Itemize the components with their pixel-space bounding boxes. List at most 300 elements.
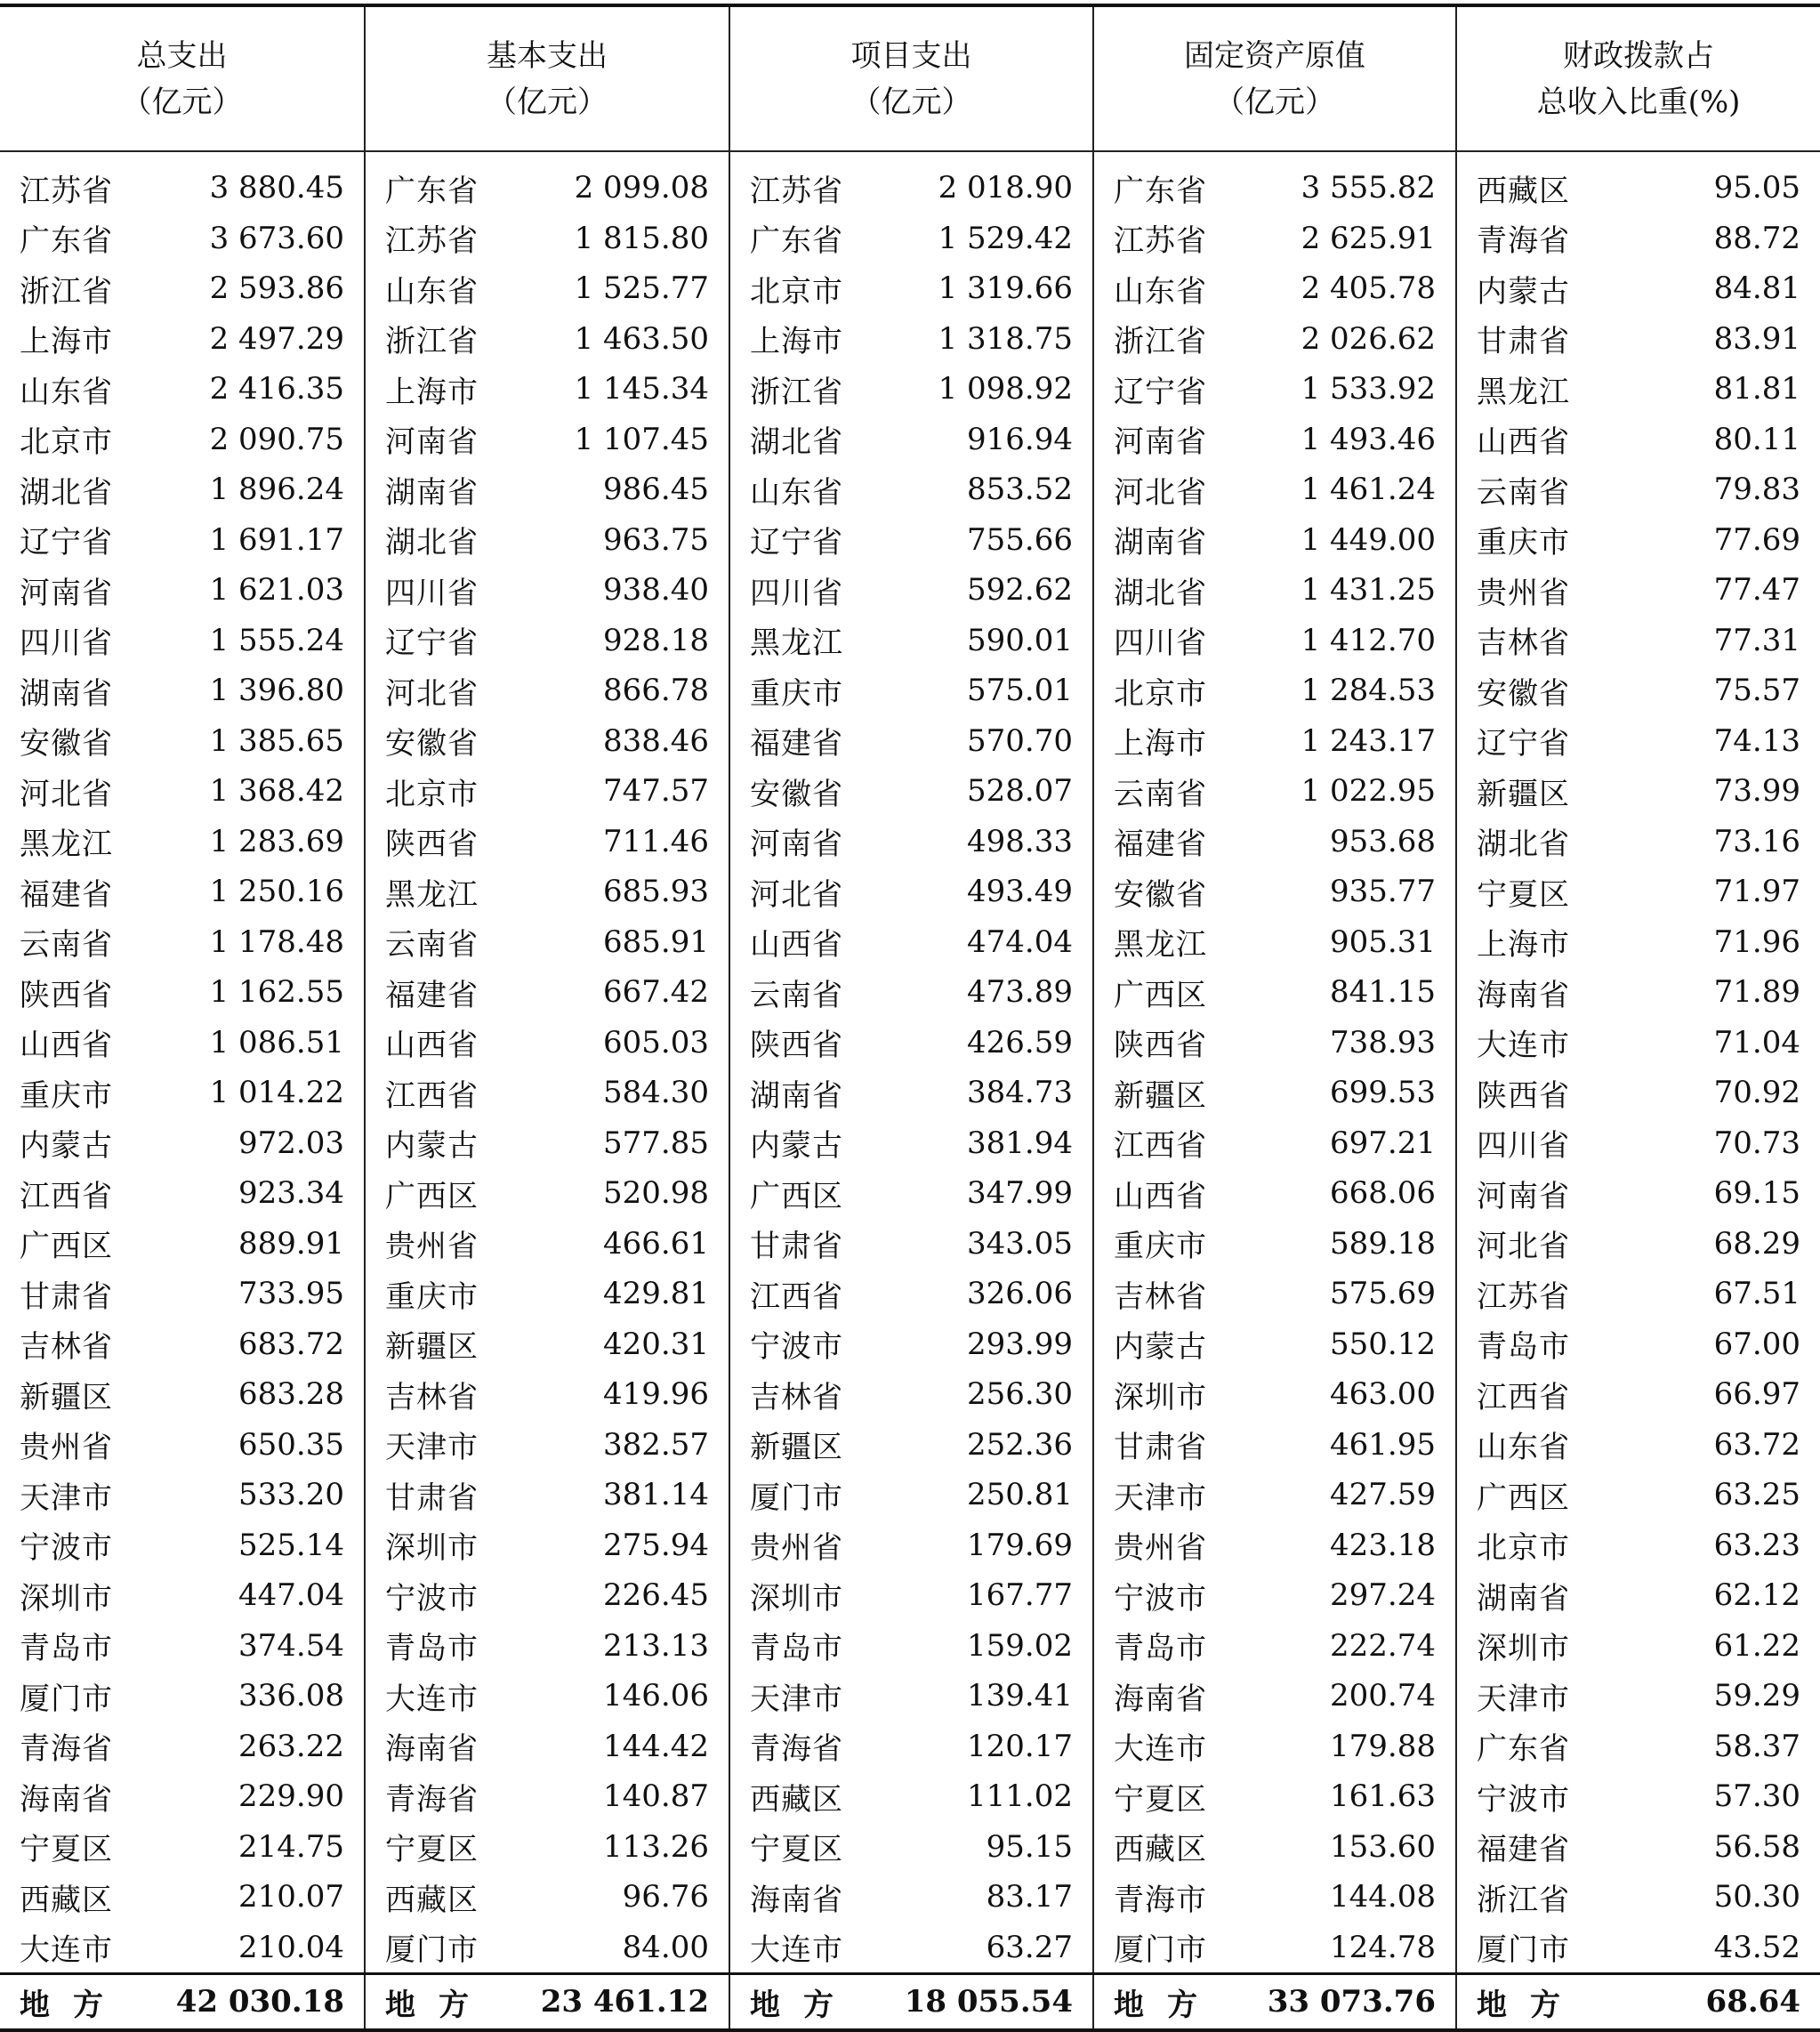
table-cell: [365, 1822, 729, 1873]
value: 1 319.66: [938, 270, 1073, 307]
value: 1 431.25: [1301, 572, 1436, 609]
table-cell: [729, 616, 1093, 666]
total-cell: [365, 1974, 729, 2031]
value: 1 178.48: [209, 923, 344, 960]
value: 77.31: [1713, 622, 1800, 658]
region-name: 河南省: [385, 424, 479, 461]
value: 1 162.55: [209, 974, 344, 1011]
region-name: 天津市: [750, 1681, 843, 1717]
value: 2 625.91: [1301, 220, 1436, 256]
region-name: 山西省: [1477, 424, 1570, 461]
value: 1 145.34: [574, 371, 709, 407]
table-cell: [365, 1219, 729, 1270]
total-value: 42 030.18: [175, 1984, 344, 2020]
value: 222.74: [1330, 1627, 1436, 1664]
region-name: 贵州省: [750, 1530, 843, 1567]
region-name: 广东省: [1477, 1731, 1570, 1768]
region-name: 青海省: [20, 1731, 113, 1768]
value: 69.15: [1713, 1175, 1800, 1212]
table-cell: [1093, 1420, 1456, 1471]
region-name: 贵州省: [385, 1229, 479, 1265]
region-name: 山西省: [385, 1028, 479, 1064]
value: 83.91: [1713, 320, 1800, 357]
region-name: 河南省: [750, 827, 843, 863]
table-cell: [0, 314, 365, 365]
region-name: 安徽省: [385, 726, 479, 762]
value: 95.05: [1713, 170, 1800, 206]
table-cell: [0, 917, 365, 968]
value: 83.17: [986, 1879, 1073, 1915]
region-name: 重庆市: [385, 1278, 479, 1315]
region-name: 广西区: [750, 1178, 843, 1214]
value: 146.06: [603, 1678, 709, 1714]
value: 77.47: [1713, 572, 1800, 609]
region-name: 广东省: [20, 223, 113, 260]
table-cell: [365, 314, 729, 365]
column-header-line: 项目支出: [850, 37, 972, 74]
table-cell: [365, 867, 729, 917]
table-cell: [0, 1722, 365, 1772]
table-cell: [1456, 1872, 1820, 1923]
value: 2 018.90: [938, 170, 1073, 206]
table-cell: [729, 1420, 1093, 1471]
value: 1 533.92: [1301, 371, 1436, 407]
table-cell: [1456, 151, 1820, 214]
value: 697.21: [1330, 1125, 1436, 1161]
region-name: 青岛市: [1114, 1631, 1207, 1667]
region-name: 北京市: [1114, 675, 1207, 712]
region-name: 甘肃省: [1114, 1430, 1207, 1466]
table-cell: [0, 1771, 365, 1822]
value: 161.63: [1330, 1778, 1436, 1815]
value: 916.94: [967, 421, 1073, 457]
region-name: 宁波市: [385, 1580, 479, 1617]
column-header-line: （亿元）: [121, 84, 243, 120]
region-name: 陕西省: [750, 1028, 843, 1064]
region-name: 河北省: [1477, 1229, 1570, 1265]
value: 159.02: [967, 1627, 1073, 1664]
value: 986.45: [603, 472, 709, 508]
region-name: 江苏省: [1114, 223, 1207, 260]
value: 972.03: [238, 1125, 344, 1161]
region-name: 陕西省: [1114, 1028, 1207, 1064]
table-cell: [1093, 1621, 1456, 1672]
value: 2 090.75: [209, 421, 344, 457]
table-row: [0, 1722, 1820, 1772]
column-header-line: （亿元）: [1214, 84, 1335, 120]
region-name: 江苏省: [20, 173, 113, 209]
table-cell: [1456, 1369, 1820, 1420]
region-name: 湖南省: [1477, 1580, 1570, 1617]
value: 250.81: [967, 1477, 1073, 1513]
region-name: 江西省: [20, 1178, 113, 1214]
table-cell: [729, 1570, 1093, 1621]
value: 167.77: [967, 1577, 1073, 1614]
table-cell: [1093, 766, 1456, 817]
region-name: 内蒙古: [1114, 1329, 1207, 1366]
region-name: 陕西省: [1477, 1077, 1570, 1114]
value: 1 449.00: [1301, 521, 1436, 558]
region-name: 重庆市: [750, 675, 843, 712]
table-cell: [1093, 1570, 1456, 1621]
value: 68.29: [1713, 1225, 1800, 1262]
region-name: 西藏区: [385, 1882, 479, 1918]
region-name: 内蒙古: [385, 1128, 479, 1165]
table-row: [0, 364, 1820, 415]
value: 2 405.78: [1301, 270, 1436, 307]
table-cell: [0, 1369, 365, 1420]
table-cell: [1093, 364, 1456, 415]
value: 71.96: [1713, 923, 1800, 960]
table-cell: [729, 263, 1093, 314]
value: 2 416.35: [209, 371, 344, 407]
table-cell: [365, 1470, 729, 1520]
table-cell: [729, 665, 1093, 716]
table-cell: [1093, 1219, 1456, 1270]
region-name: 山东省: [20, 374, 113, 410]
table-cell: [0, 1872, 365, 1923]
region-name: 宁波市: [1114, 1580, 1207, 1617]
table-row: [0, 1771, 1820, 1822]
value: 461.95: [1330, 1426, 1436, 1463]
value: 210.04: [238, 1929, 344, 1965]
value: 1 525.77: [574, 270, 709, 307]
region-name: 厦门市: [1114, 1932, 1207, 1969]
value: 685.93: [603, 874, 709, 910]
region-name: 海南省: [20, 1781, 113, 1818]
table-row: [0, 716, 1820, 767]
table-cell: [729, 716, 1093, 767]
region-name: 海南省: [385, 1731, 479, 1768]
total-value: 68.64: [1705, 1984, 1800, 2020]
region-name: 安徽省: [1114, 876, 1207, 913]
value: 73.16: [1713, 823, 1800, 859]
table-body: [0, 151, 1820, 1974]
table-cell: [365, 415, 729, 465]
value: 447.04: [238, 1577, 344, 1614]
region-name: 云南省: [1477, 474, 1570, 511]
total-cell: [1093, 1974, 1456, 2031]
table-cell: [0, 515, 365, 566]
value: 525.14: [238, 1527, 344, 1563]
region-name: 新疆区: [1477, 776, 1570, 812]
table-cell: [1093, 1470, 1456, 1520]
table-cell: [729, 1018, 1093, 1068]
region-name: 山西省: [750, 927, 843, 964]
table-row: [0, 1219, 1820, 1270]
value: 79.83: [1713, 472, 1800, 508]
table-cell: [0, 1671, 365, 1722]
table-cell: [729, 817, 1093, 867]
table-cell: [1456, 1520, 1820, 1571]
value: 229.90: [238, 1778, 344, 1815]
table-cell: [729, 415, 1093, 465]
value: 297.24: [1330, 1577, 1436, 1614]
table-cell: [0, 766, 365, 817]
value: 963.75: [603, 521, 709, 558]
value: 575.69: [1330, 1276, 1436, 1312]
table-row: [0, 1570, 1820, 1621]
table-cell: [0, 817, 365, 867]
table-cell: [729, 464, 1093, 515]
table-cell: [1093, 1671, 1456, 1722]
table-cell: [1456, 214, 1820, 264]
value: 575.01: [967, 673, 1073, 709]
table-cell: [1456, 665, 1820, 716]
region-name: 河北省: [1114, 474, 1207, 511]
table-cell: [1456, 1319, 1820, 1370]
value: 256.30: [967, 1376, 1073, 1413]
region-name: 北京市: [385, 776, 479, 812]
column-header-line: （亿元）: [487, 84, 608, 120]
region-name: 安徽省: [750, 776, 843, 812]
region-name: 西藏区: [20, 1882, 113, 1918]
value: 70.92: [1713, 1075, 1800, 1111]
table-cell: [1456, 1269, 1820, 1319]
table-cell: [365, 1621, 729, 1672]
region-name: 天津市: [1477, 1681, 1570, 1717]
value: 1 284.53: [1301, 673, 1436, 709]
table-cell: [1093, 1369, 1456, 1420]
value: 1 493.46: [1301, 421, 1436, 457]
value: 1 368.42: [209, 773, 344, 810]
table-cell: [365, 1269, 729, 1319]
region-name: 重庆市: [1477, 525, 1570, 561]
value: 63.23: [1713, 1527, 1800, 1563]
region-name: 宁夏区: [20, 1832, 113, 1868]
region-name: 江西省: [1477, 1379, 1570, 1415]
value: 1 014.22: [209, 1075, 344, 1111]
value: 111.02: [967, 1778, 1073, 1815]
table-cell: [0, 1269, 365, 1319]
table-cell: [1093, 1068, 1456, 1118]
table-cell: [729, 1269, 1093, 1319]
value: 343.05: [967, 1225, 1073, 1262]
table-cell: [0, 1319, 365, 1370]
table-cell: [365, 515, 729, 566]
table-cell: [365, 1319, 729, 1370]
value: 1 107.45: [574, 421, 709, 457]
table-cell: [729, 151, 1093, 214]
value: 866.78: [603, 673, 709, 709]
value: 2 026.62: [1301, 320, 1436, 357]
region-name: 河北省: [750, 876, 843, 913]
region-name: 贵州省: [1114, 1530, 1207, 1567]
value: 755.66: [967, 521, 1073, 558]
value: 50.30: [1713, 1879, 1800, 1915]
value: 1 529.42: [938, 220, 1073, 256]
region-name: 内蒙古: [20, 1128, 113, 1165]
value: 263.22: [238, 1728, 344, 1764]
region-name: 吉林省: [20, 1329, 113, 1366]
table-cell: [0, 1621, 365, 1672]
total-value: 18 055.54: [904, 1984, 1073, 2020]
table-footer: [0, 1974, 1820, 2031]
table-row: [0, 665, 1820, 716]
table-cell: [1093, 1319, 1456, 1370]
table-cell: [1093, 151, 1456, 214]
table-cell: [1093, 1872, 1456, 1923]
table-cell: [1093, 464, 1456, 515]
table-cell: [0, 415, 365, 465]
column-header-2: [729, 5, 1093, 151]
table-cell: [729, 1722, 1093, 1772]
table-cell: [0, 1822, 365, 1873]
table-cell: [729, 1369, 1093, 1420]
value: 1 243.17: [1301, 722, 1436, 759]
value: 738.93: [1330, 1024, 1436, 1060]
table-cell: [1093, 1018, 1456, 1068]
table-cell: [365, 364, 729, 415]
table-cell: [0, 1420, 365, 1471]
column-header-1: [365, 5, 729, 151]
table-row: [0, 1319, 1820, 1370]
region-name: 上海市: [1114, 726, 1207, 762]
region-name: 山东省: [750, 474, 843, 511]
region-name: 四川省: [385, 575, 479, 611]
region-name: 江西省: [750, 1278, 843, 1315]
region-name: 河北省: [385, 675, 479, 712]
value: 210.07: [238, 1879, 344, 1915]
region-name: 安徽省: [1477, 675, 1570, 712]
table-cell: [729, 867, 1093, 917]
table-cell: [729, 1671, 1093, 1722]
value: 498.33: [967, 823, 1073, 859]
value: 153.60: [1330, 1828, 1436, 1865]
value: 2 497.29: [209, 320, 344, 357]
region-name: 深圳市: [385, 1530, 479, 1567]
table-cell: [729, 565, 1093, 616]
table-cell: [1093, 565, 1456, 616]
value: 1 098.92: [938, 371, 1073, 407]
value: 3 880.45: [209, 170, 344, 206]
column-header-line: 总支出: [136, 37, 228, 74]
region-name: 新疆区: [20, 1379, 113, 1415]
value: 550.12: [1330, 1326, 1436, 1362]
total-cell: [0, 1974, 365, 2031]
value: 953.68: [1330, 823, 1436, 859]
value: 66.97: [1713, 1376, 1800, 1413]
table-cell: [365, 1118, 729, 1169]
table-cell: [1093, 665, 1456, 716]
table-cell: [729, 1219, 1093, 1270]
value: 144.42: [603, 1728, 709, 1764]
region-name: 广东省: [385, 173, 479, 209]
value: 179.69: [967, 1527, 1073, 1563]
value: 214.75: [238, 1828, 344, 1865]
value: 463.00: [1330, 1376, 1436, 1413]
table-row: [0, 1822, 1820, 1873]
region-name: 四川省: [1477, 1128, 1570, 1165]
value: 905.31: [1330, 923, 1436, 960]
table-cell: [1456, 1168, 1820, 1219]
value: 1 086.51: [209, 1024, 344, 1060]
value: 1 385.65: [209, 722, 344, 759]
value: 426.59: [967, 1024, 1073, 1060]
table-cell: [1093, 867, 1456, 917]
region-name: 广西区: [385, 1178, 479, 1214]
value: 293.99: [967, 1326, 1073, 1362]
value: 70.73: [1713, 1125, 1800, 1161]
value: 252.36: [967, 1426, 1073, 1463]
value: 853.52: [967, 472, 1073, 508]
value: 841.15: [1330, 974, 1436, 1011]
value: 71.89: [1713, 974, 1800, 1011]
table-cell: [1456, 415, 1820, 465]
table-cell: [729, 1872, 1093, 1923]
table-cell: [0, 151, 365, 214]
region-name: 新疆区: [385, 1329, 479, 1366]
table-cell: [729, 1319, 1093, 1370]
value: 1 396.80: [209, 673, 344, 709]
region-name: 吉林省: [1477, 625, 1570, 662]
value: 81.81: [1713, 371, 1800, 407]
total-label: 地方: [1114, 1987, 1220, 2023]
table-cell: [0, 1219, 365, 1270]
table-row: [0, 766, 1820, 817]
value: 179.88: [1330, 1728, 1436, 1764]
table-cell: [1456, 967, 1820, 1018]
value: 88.72: [1713, 220, 1800, 256]
table-cell: [1456, 515, 1820, 566]
value: 63.72: [1713, 1426, 1800, 1463]
value: 1 555.24: [209, 622, 344, 658]
table-row: [0, 214, 1820, 264]
table-cell: [1456, 1621, 1820, 1672]
region-name: 广东省: [750, 223, 843, 260]
table-cell: [1456, 263, 1820, 314]
region-name: 深圳市: [750, 1580, 843, 1617]
value: 923.34: [238, 1175, 344, 1212]
region-name: 西藏区: [1114, 1832, 1207, 1868]
region-name: 河南省: [20, 575, 113, 611]
total-label: 地方: [1477, 1987, 1583, 2023]
table-cell: [729, 1923, 1093, 1974]
value: 466.61: [603, 1225, 709, 1262]
value: 200.74: [1330, 1678, 1436, 1714]
column-header-line: 固定资产原值: [1184, 37, 1365, 74]
column-header-0: [0, 5, 365, 151]
value: 43.52: [1713, 1929, 1800, 1965]
region-name: 天津市: [385, 1430, 479, 1466]
table-cell: [365, 464, 729, 515]
value: 889.91: [238, 1225, 344, 1262]
table-cell: [1093, 263, 1456, 314]
table-cell: [0, 1470, 365, 1520]
value: 84.81: [1713, 270, 1800, 307]
region-name: 上海市: [20, 324, 113, 360]
value: 668.06: [1330, 1175, 1436, 1212]
value: 520.98: [603, 1175, 709, 1212]
table-cell: [0, 565, 365, 616]
table-cell: [1456, 1671, 1820, 1722]
value: 113.26: [603, 1828, 709, 1865]
table-cell: [729, 1621, 1093, 1672]
column-header-4: [1456, 5, 1820, 151]
region-name: 安徽省: [20, 726, 113, 762]
table-row: [0, 1470, 1820, 1520]
column-header-3: [1093, 5, 1456, 151]
region-name: 新疆区: [750, 1430, 843, 1466]
value: 226.45: [603, 1577, 709, 1614]
table-cell: [1093, 716, 1456, 767]
region-name: 福建省: [20, 876, 113, 913]
value: 61.22: [1713, 1627, 1800, 1664]
table-cell: [365, 263, 729, 314]
value: 838.46: [603, 722, 709, 759]
region-name: 陕西省: [385, 827, 479, 863]
table-cell: [729, 1520, 1093, 1571]
